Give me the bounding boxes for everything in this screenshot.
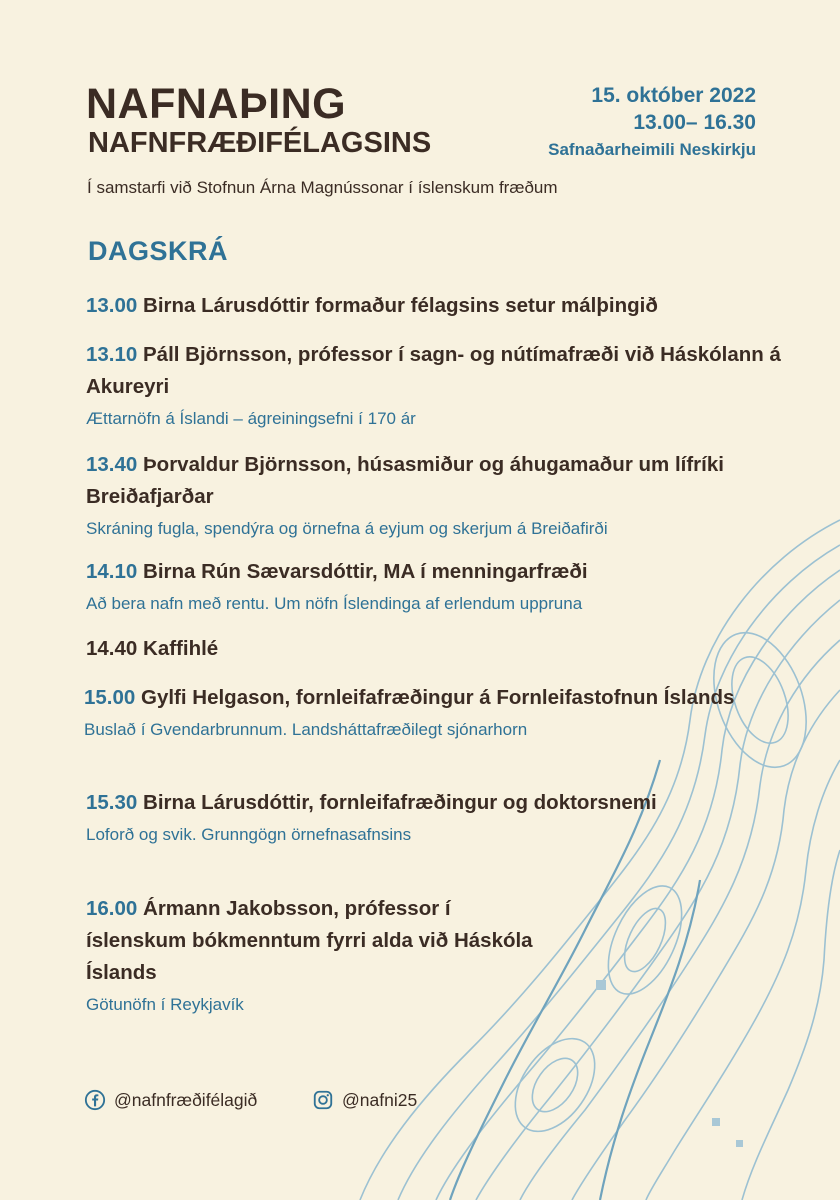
agenda-time: 15.00 bbox=[84, 686, 136, 709]
agenda-talk-title: Götunöfn í Reykjavík bbox=[86, 995, 244, 1014]
agenda-time: 13.00 bbox=[86, 294, 138, 317]
agenda-item bbox=[86, 893, 556, 1020]
agenda-item bbox=[86, 787, 786, 850]
event-venue: Safnaðarheimili Neskirkju bbox=[548, 140, 756, 159]
poster-title-organization: NAFNFRÆÐIFÉLAGSINS bbox=[88, 127, 432, 159]
agenda-time: 13.40 bbox=[86, 453, 138, 476]
agenda-time: 15.30 bbox=[86, 791, 138, 814]
agenda-title: Birna Lárusdóttir, fornleifafræðingur og doktorsnemi bbox=[137, 791, 657, 814]
agenda-title: Kaffihlé bbox=[137, 637, 219, 660]
instagram-icon bbox=[312, 1089, 334, 1111]
agenda-talk-title: Að bera nafn með rentu. Um nöfn Íslendinga af erlendum uppruna bbox=[86, 594, 583, 613]
facebook-icon bbox=[84, 1089, 106, 1111]
event-time: 13.00– 16.30 bbox=[633, 111, 756, 134]
event-date: 15. október 2022 bbox=[591, 84, 756, 107]
agenda-time: 14.10 bbox=[86, 560, 138, 583]
agenda-time: 13.10 bbox=[86, 343, 138, 366]
event-info bbox=[548, 82, 756, 163]
agenda-title: Ármann Jakobsson, prófessor í íslenskum bókmenntum fyrri alda við Háskóla Íslands bbox=[86, 897, 533, 984]
agenda-title: Birna Rún Sævarsdóttir, MA í menningarfræði bbox=[137, 560, 588, 583]
agenda-item bbox=[86, 633, 786, 665]
agenda-talk-title: Buslað í Gvendarbrunnum. Landsháttafræðilegt sjónarhorn bbox=[84, 720, 528, 739]
agenda-item bbox=[86, 339, 786, 434]
facebook-link[interactable] bbox=[84, 1089, 257, 1111]
agenda-item bbox=[86, 556, 786, 619]
agenda-title: Birna Lárusdóttir formaður félagsins setur málþingið bbox=[137, 294, 658, 317]
instagram-handle: @nafni25 bbox=[342, 1089, 418, 1110]
agenda-talk-title: Ættarnöfn á Íslandi – ágreiningsefni í 170 ár bbox=[86, 409, 416, 428]
instagram-link[interactable] bbox=[312, 1089, 417, 1111]
agenda-talk-title: Skráning fugla, spendýra og örnefna á eyjum og skerjum á Breiðafirði bbox=[86, 519, 608, 538]
agenda-time: 14.40 bbox=[86, 637, 138, 660]
agenda-talk-title: Loforð og svik. Grunngögn örnefnasafnsins bbox=[86, 825, 412, 844]
agenda-title: Páll Björnsson, prófessor í sagn- og nútímafræði við Háskólann á Akureyri bbox=[86, 343, 781, 398]
agenda-title: Gylfi Helgason, fornleifafræðingur á Fornleifastofnun Íslands bbox=[135, 686, 735, 709]
agenda-title: Þorvaldur Björnsson, húsasmiður og áhugamaður um lífríki Breiðafjarðar bbox=[86, 453, 724, 508]
facebook-handle: @nafnfræðifélagið bbox=[114, 1089, 258, 1110]
agenda-time: 16.00 bbox=[86, 897, 138, 920]
collaboration-subtitle: Í samstarfi við Stofnun Árna Magnússonar í íslenskum fræðum bbox=[87, 178, 558, 197]
poster-title: NAFNAÞING bbox=[86, 80, 347, 128]
agenda-heading: DAGSKRÁ bbox=[88, 236, 229, 266]
agenda-item bbox=[86, 290, 786, 322]
agenda-item bbox=[84, 682, 784, 745]
agenda-item bbox=[86, 449, 786, 544]
